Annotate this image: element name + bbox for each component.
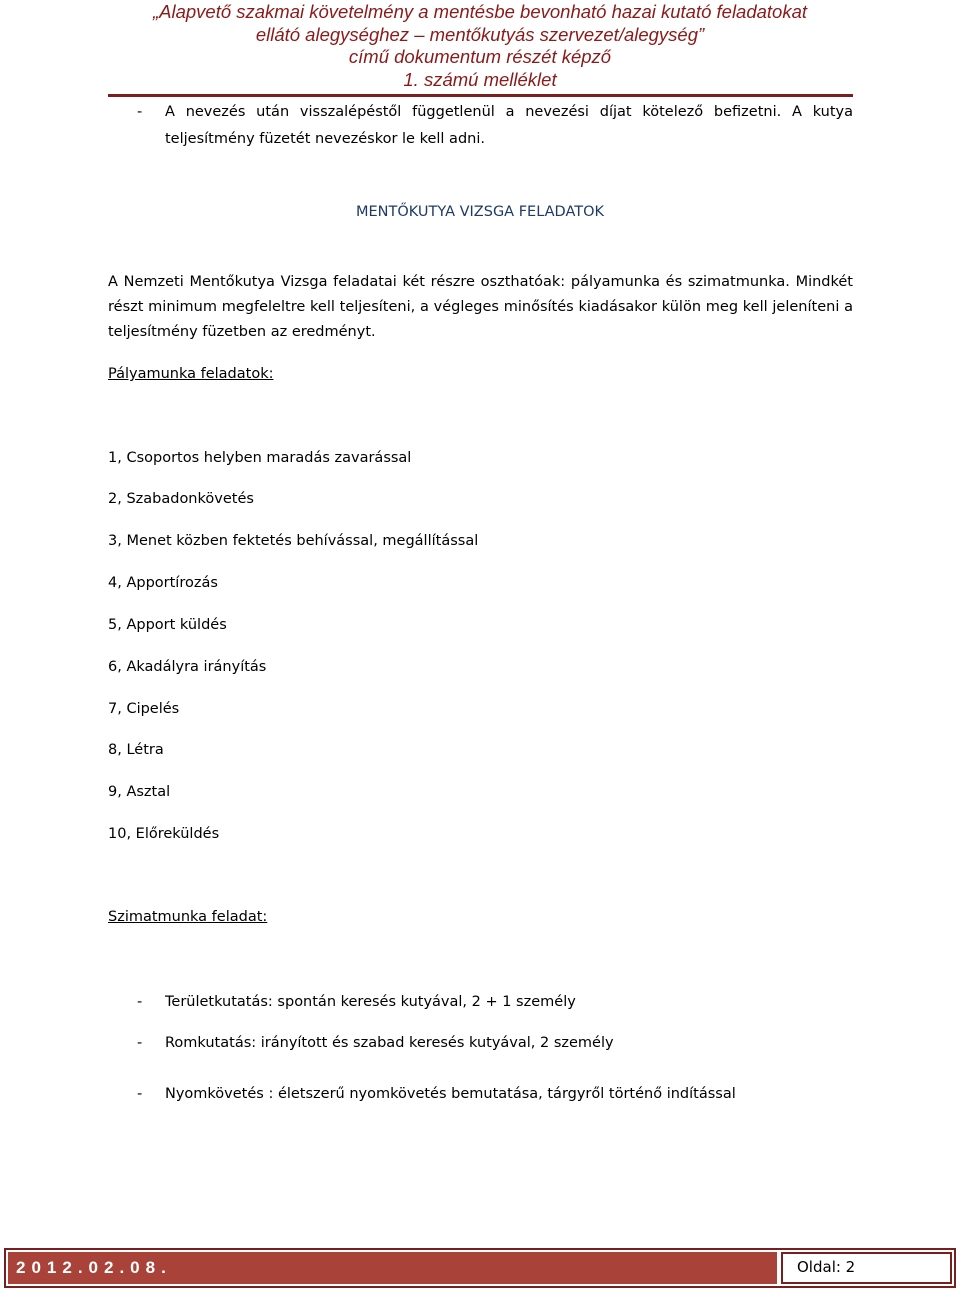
intro-bullet-line-2: teljesítmény füzetét nevezéskor le kell adni. <box>165 131 485 147</box>
palyamunka-item: 8, Létra <box>108 742 164 758</box>
palyamunka-heading: Pályamunka feladatok: <box>108 366 274 382</box>
szimatmunka-heading: Szimatmunka feladat: <box>108 909 268 925</box>
paragraph-line-1: A Nemzeti Mentőkutya Vizsga feladatai két részre oszthatóak: pályamunka és szimatmunka. Mindkét <box>108 274 853 290</box>
szimatmunka-item-text: Területkutatás: spontán keresés kutyával, 2 + 1 személy <box>165 994 576 1010</box>
header-divider <box>108 94 853 97</box>
page-footer <box>4 1248 956 1288</box>
intro-bullet-line-1: A nevezés után visszalépéstől függetlenül a nevezési díjat kötelező befizetni. A kutya <box>165 104 853 120</box>
bullet-dash: - <box>137 1035 143 1051</box>
bullet-dash: - <box>137 1086 143 1102</box>
palyamunka-item: 1, Csoportos helyben maradás zavarással <box>108 450 412 466</box>
document-header <box>0 0 960 91</box>
palyamunka-item: 4, Apportírozás <box>108 575 218 591</box>
section-title: MENTŐKUTYA VIZSGA FELADATOK <box>355 204 605 220</box>
szimatmunka-item-text: Romkutatás: irányított és szabad keresés kutyával, 2 személy <box>165 1035 614 1051</box>
footer-date: 2012.02.08. <box>8 1252 777 1284</box>
page-number: Oldal: 2 <box>781 1252 952 1284</box>
palyamunka-item: 3, Menet közben fektetés behívással, megállítással <box>108 533 479 549</box>
palyamunka-item: 10, Előreküldés <box>108 826 220 842</box>
palyamunka-item: 2, Szabadonkövetés <box>108 491 254 507</box>
header-line-2: ellátó alegységhez – mentőkutyás szervezet/alegység” <box>255 23 705 45</box>
bullet-dash: - <box>137 994 143 1010</box>
szimatmunka-item-text: Nyomkövetés : életszerű nyomkövetés bemutatása, tárgyről történő indítással <box>165 1086 736 1102</box>
header-line-4: 1. számú melléklet <box>403 68 557 90</box>
header-line-1: „Alapvető szakmai követelmény a mentésbe bevonható hazai kutató feladatokat <box>152 1 808 22</box>
palyamunka-item: 5, Apport küldés <box>108 617 227 633</box>
paragraph-line-2: részt minimum megfeleltre kell teljesíteni, a végleges minősítés kiadásakor külön meg kell jeleníteni a <box>108 299 853 315</box>
palyamunka-item: 9, Asztal <box>108 784 171 800</box>
paragraph-line-3: teljesítmény füzetben az eredményt. <box>108 324 376 340</box>
intro-bullet-dash: - <box>137 104 143 120</box>
palyamunka-item: 6, Akadályra irányítás <box>108 659 267 675</box>
palyamunka-item: 7, Cipelés <box>108 701 180 717</box>
header-line-3: című dokumentum részét képző <box>348 46 612 68</box>
